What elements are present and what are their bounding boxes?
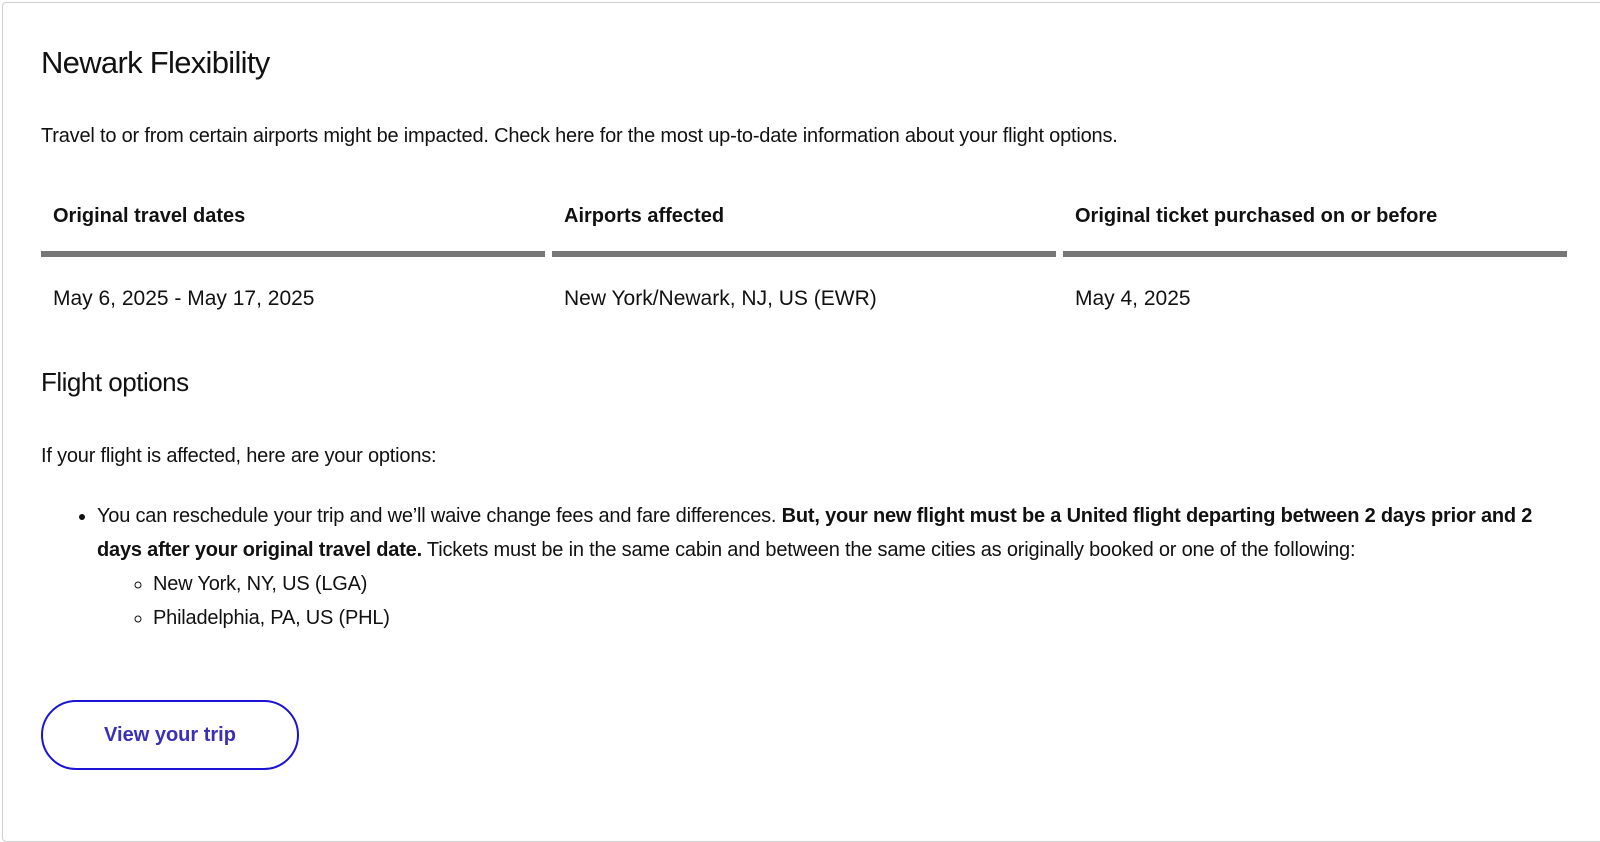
alternate-airports-list [97,567,1561,635]
flexibility-table [41,191,1581,315]
header-airports-affected: Airports affected [552,191,1056,257]
cell-travel-dates: May 6, 2025 - May 17, 2025 [53,287,315,310]
flight-options-list [41,499,1561,635]
option-text-bold: But, your new flight must be a United flight departing between 2 days prior and 2 days after your original travel date. [97,505,1533,561]
list-item-phl: ◦ Philadelphia, PA, US (PHL) [153,601,1561,635]
table-row [41,257,1581,315]
flexibility-card [2,2,1600,842]
intro-text: Travel to or from certain airports might be impacted. Check here for the most up-to-date information about your flight options. [41,125,1118,147]
header-original-travel-dates: Original travel dates [41,191,545,257]
header-ticket-purchased-before: Original ticket purchased on or before [1063,191,1567,257]
table-header-row [41,191,1581,257]
flight-options-lead: If your flight is affected, here are your options: [41,445,437,467]
list-item-lga: ◦ New York, NY, US (LGA) [153,567,1561,601]
view-your-trip-button[interactable]: View your trip [41,700,299,770]
option-text-start: You can reschedule your trip and we’ll waive change fees and fare differences. [97,505,782,527]
option-text-end: Tickets must be in the same cabin and between the same cities as originally booked or one of the following: [421,539,1356,561]
cell-airports: New York/Newark, NJ, US (EWR) [564,287,877,310]
flight-options-title: Flight options [41,367,189,397]
page-title: Newark Flexibility [41,45,270,80]
cell-purchase-date: May 4, 2025 [1075,287,1191,310]
list-item [97,499,1561,635]
